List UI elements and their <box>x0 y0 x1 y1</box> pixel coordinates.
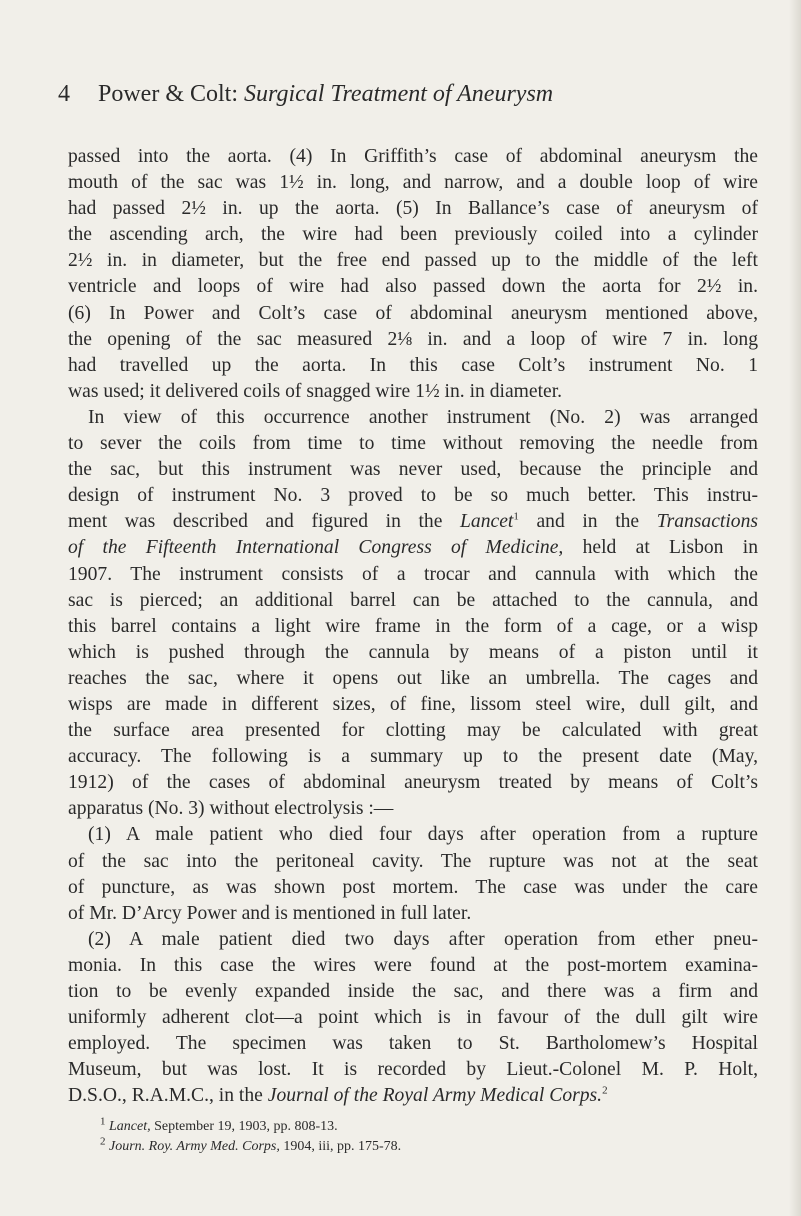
text-line: (6) In Power and Colt’s case of abdominal aneurysm mentioned above, <box>68 302 758 324</box>
text-line: sac is pierced; an additional barrel can be attached to the cannula, and <box>68 589 758 611</box>
text-line: of puncture, as was shown post mortem. The case was under the care <box>68 876 758 898</box>
text-line: accuracy. The following is a summary up to the present date (May, <box>68 746 758 768</box>
text-line: apparatus (No. 3) without electrolysis :— <box>68 798 394 820</box>
text-line: of the sac into the peritoneal cavity. The rupture was not at the seat <box>68 850 758 872</box>
footnote-mark-2: 2 <box>602 1084 608 1097</box>
transactions-ref: Transactions <box>656 511 759 533</box>
lancet-ref: Lancet <box>460 511 514 533</box>
footnote-detail: September 19, 1903, pp. 808-13. <box>150 1119 338 1134</box>
header-authors: Power & Colt: <box>98 81 239 107</box>
text-line: mouth of the sac was 1½ in. long, and narrow, and a double loop of wire <box>68 172 758 194</box>
text-line: monia. In this case the wires were found at the post-mortem examina- <box>68 954 758 976</box>
text-line: design of instrument No. 3 proved to be so much better. This instru- <box>68 485 758 507</box>
text-line: ventricle and loops of wire had also passed down the aorta for 2½ in. <box>68 276 758 298</box>
text-line: reaches the sac, where it opens out like an umbrella. The cages and <box>68 667 758 689</box>
text-line: employed. The specimen was taken to St. Bartholomew’s Hospital <box>68 1033 758 1055</box>
text-line: 1907. The instrument consists of a trocar and cannula with which the <box>68 563 758 585</box>
body-text <box>68 144 758 1109</box>
text-line: 2½ in. in diameter, but the free end passed up to the middle of the left <box>68 250 758 272</box>
text-line: the opening of the sac measured 2⅛ in. and a loop of wire 7 in. long <box>68 328 758 350</box>
journal-ref: Journal of the Royal Army Medical Corps. <box>267 1085 603 1107</box>
running-header <box>58 78 758 110</box>
page-number: 4 <box>58 81 70 107</box>
footnote-source: Journ. Roy. Army Med. Corps, <box>109 1139 280 1154</box>
page-edge-shadow <box>789 0 801 1216</box>
text-fragment: D.S.O., R.A.M.C., in the <box>68 1085 268 1107</box>
text-line-journal <box>68 1083 758 1109</box>
text-line: had passed 2½ in. up the aorta. (5) In Ballance’s case of aneurysm of <box>68 198 758 220</box>
text-line: was used; it delivered coils of snagged wire 1½ in. in diameter. <box>68 380 563 402</box>
text-line: (1) A male patient who died four days after operation from a rupture <box>88 824 758 846</box>
text-line: this barrel contains a light wire frame in the form of a cage, or a wisp <box>68 615 758 637</box>
text-line-congress <box>68 535 758 561</box>
footnote-number: 2 <box>100 1135 106 1148</box>
text-line: the ascending arch, the wire had been previously coiled into a cylinder <box>68 224 758 246</box>
footnote-1 <box>100 1117 750 1137</box>
footnote-mark-1: 1 <box>513 510 519 523</box>
text-line: Museum, but was lost. It is recorded by Lieut.-Colonel M. P. Holt, <box>68 1059 758 1081</box>
text-fragment: and in the <box>518 511 657 533</box>
text-line: uniformly adherent clot—a point which is in favour of the dull gilt wire <box>68 1007 758 1029</box>
text-line-lancet <box>68 509 758 535</box>
header-title: Surgical Treatment of Aneurysm <box>244 81 554 107</box>
text-line: the surface area presented for clotting may be calculated with great <box>68 720 758 742</box>
text-line: tion to be evenly expanded inside the sac, and there was a firm and <box>68 981 758 1002</box>
text-line: passed into the aorta. (4) In Griffith’s case of abdominal aneurysm the <box>68 146 758 167</box>
text-line: which is pushed through the cannula by means of a piston until it <box>68 641 758 663</box>
footnote-number: 1 <box>100 1115 106 1128</box>
text-fragment: held at Lisbon in <box>563 537 758 559</box>
text-line: (2) A male patient died two days after operation from ether pneu- <box>88 928 758 950</box>
text-line: wisps are made in different sizes, of fine, lissom steel wire, dull gilt, and <box>68 693 758 715</box>
text-line: 1912) of the cases of abdominal aneurysm treated by means of Colt’s <box>68 772 758 794</box>
footnote-source: Lancet, <box>109 1119 151 1134</box>
text-line: of Mr. D’Arcy Power and is mentioned in full later. <box>68 902 472 924</box>
text-line: to sever the coils from time to time without removing the needle from <box>68 433 758 455</box>
text-fragment: ment was described and figured in the <box>68 511 461 533</box>
text-line: In view of this occurrence another instrument (No. 2) was arranged <box>88 406 758 428</box>
footnote-2 <box>100 1137 750 1157</box>
footnote-detail: 1904, iii, pp. 175-78. <box>279 1139 402 1154</box>
congress-ref: of the Fifteenth International Congress of Medicine, <box>68 537 564 559</box>
text-line: the sac, but this instrument was never used, because the principle and <box>68 459 758 481</box>
text-line: had travelled up the aorta. In this case Colt’s instrument No. 1 <box>68 354 758 376</box>
footnotes <box>100 1117 750 1157</box>
